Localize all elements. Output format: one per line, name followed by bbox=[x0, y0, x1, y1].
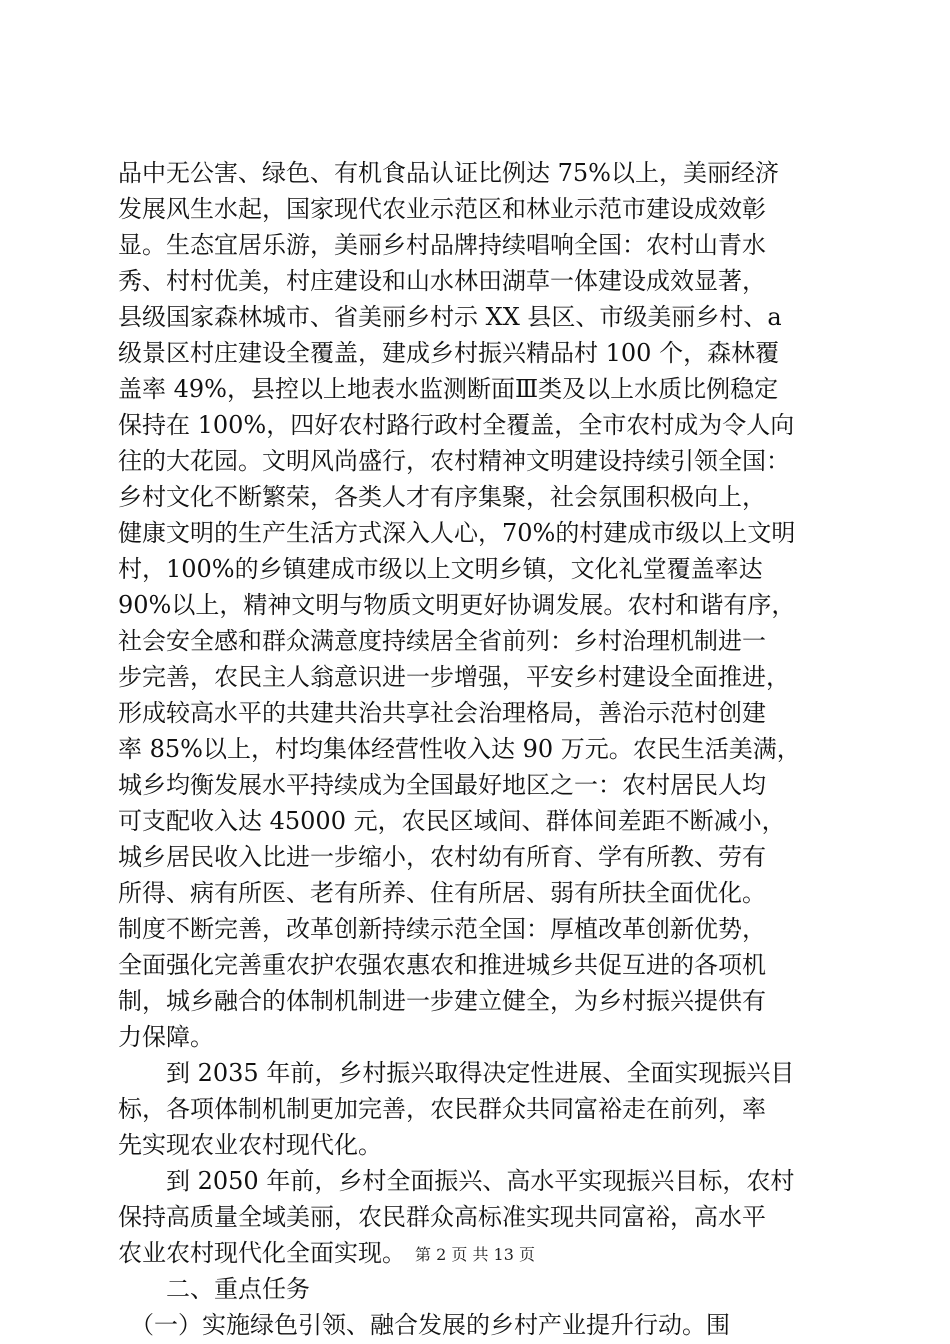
text-line: 标，各项体制机制更加完善，农民群众共同富裕走在前列，率 bbox=[118, 1095, 766, 1123]
text-line: 城乡均衡发展水平持续成为全国最好地区之一：农村居民人均 bbox=[118, 771, 766, 799]
body-text bbox=[118, 155, 834, 1343]
text-line: 率 85%以上，村均集体经营性收入达 90 万元。农民生活美满， bbox=[118, 735, 801, 763]
text-line: 步完善，农民主人翁意识进一步增强，平安乡村建设全面推进， bbox=[118, 663, 790, 691]
text-line: 力保障。 bbox=[118, 1023, 214, 1051]
text-line: 制，城乡融合的体制机制进一步建立健全，为乡村振兴提供有 bbox=[118, 987, 766, 1015]
text-line: 制度不断完善，改革创新持续示范全国：厚植改革创新优势， bbox=[118, 915, 766, 943]
text-line: 城乡居民收入比进一步缩小，农村幼有所育、学有所教、劳有 bbox=[118, 843, 766, 871]
text-line: （一）实施绿色引领、融合发展的乡村产业提升行动。围 bbox=[118, 1311, 730, 1339]
text-line: 农业农村现代化全面实现。 bbox=[118, 1239, 406, 1267]
text-line: 级景区村庄建设全覆盖，建成乡村振兴精品村 100 个，森林覆 bbox=[118, 339, 780, 367]
text-line: 到 2050 年前，乡村全面振兴、高水平实现振兴目标，农村 bbox=[118, 1167, 795, 1195]
text-line: 发展风生水起，国家现代农业示范区和林业示范市建设成效彰 bbox=[118, 195, 766, 223]
text-line: 保持高质量全域美丽，农民群众高标准实现共同富裕，高水平 bbox=[118, 1203, 766, 1231]
page-footer bbox=[0, 1243, 950, 1267]
text-line: 健康文明的生产生活方式深入人心，70%的村建成市级以上文明 bbox=[118, 519, 796, 547]
text-line: 全面强化完善重农护农强农惠农和推进城乡共促互进的各项机 bbox=[118, 951, 766, 979]
text-line: 秀、村村优美，村庄建设和山水林田湖草一体建设成效显著， bbox=[118, 267, 766, 295]
text-line: 乡村文化不断繁荣，各类人才有序集聚，社会氛围积极向上， bbox=[118, 483, 766, 511]
text-line: 县级国家森林城市、省美丽乡村示 XX 县区、市级美丽乡村、a bbox=[118, 303, 782, 331]
text-line: 村，100%的乡镇建成市级以上文明乡镇，文化礼堂覆盖率达 bbox=[118, 555, 763, 583]
text-line: 盖率 49%，县控以上地表水监测断面Ⅲ类及以上水质比例稳定 bbox=[118, 375, 779, 403]
text-line: 可支配收入达 45000 元，农民区域间、群体间差距不断减小， bbox=[118, 807, 786, 835]
text-line: 品中无公害、绿色、有机食品认证比例达 75%以上，美丽经济 bbox=[118, 159, 779, 187]
page-number-label: 第 2 页 共 13 页 bbox=[415, 1245, 535, 1264]
text-line: 社会安全感和群众满意度持续居全省前列：乡村治理机制进一 bbox=[118, 627, 766, 655]
text-line: 到 2035 年前，乡村振兴取得决定性进展、全面实现振兴目 bbox=[118, 1059, 795, 1087]
text-line: 所得、病有所医、老有所养、住有所居、弱有所扶全面优化。 bbox=[118, 879, 766, 907]
text-line: 先实现农业农村现代化。 bbox=[118, 1131, 382, 1159]
text-line: 保持在 100%，四好农村路行政村全覆盖，全市农村成为令人向 bbox=[118, 411, 795, 439]
text-line: 显。生态宜居乐游，美丽乡村品牌持续唱响全国：农村山青水 bbox=[118, 231, 766, 259]
text-line: 二、重点任务 bbox=[118, 1275, 310, 1303]
text-line: 往的大花园。文明风尚盛行，农村精神文明建设持续引领全国： bbox=[118, 447, 790, 475]
text-line: 90%以上，精神文明与物质文明更好协调发展。农村和谐有序， bbox=[118, 591, 796, 619]
text-line: 形成较高水平的共建共治共享社会治理格局，善治示范村创建 bbox=[118, 699, 766, 727]
